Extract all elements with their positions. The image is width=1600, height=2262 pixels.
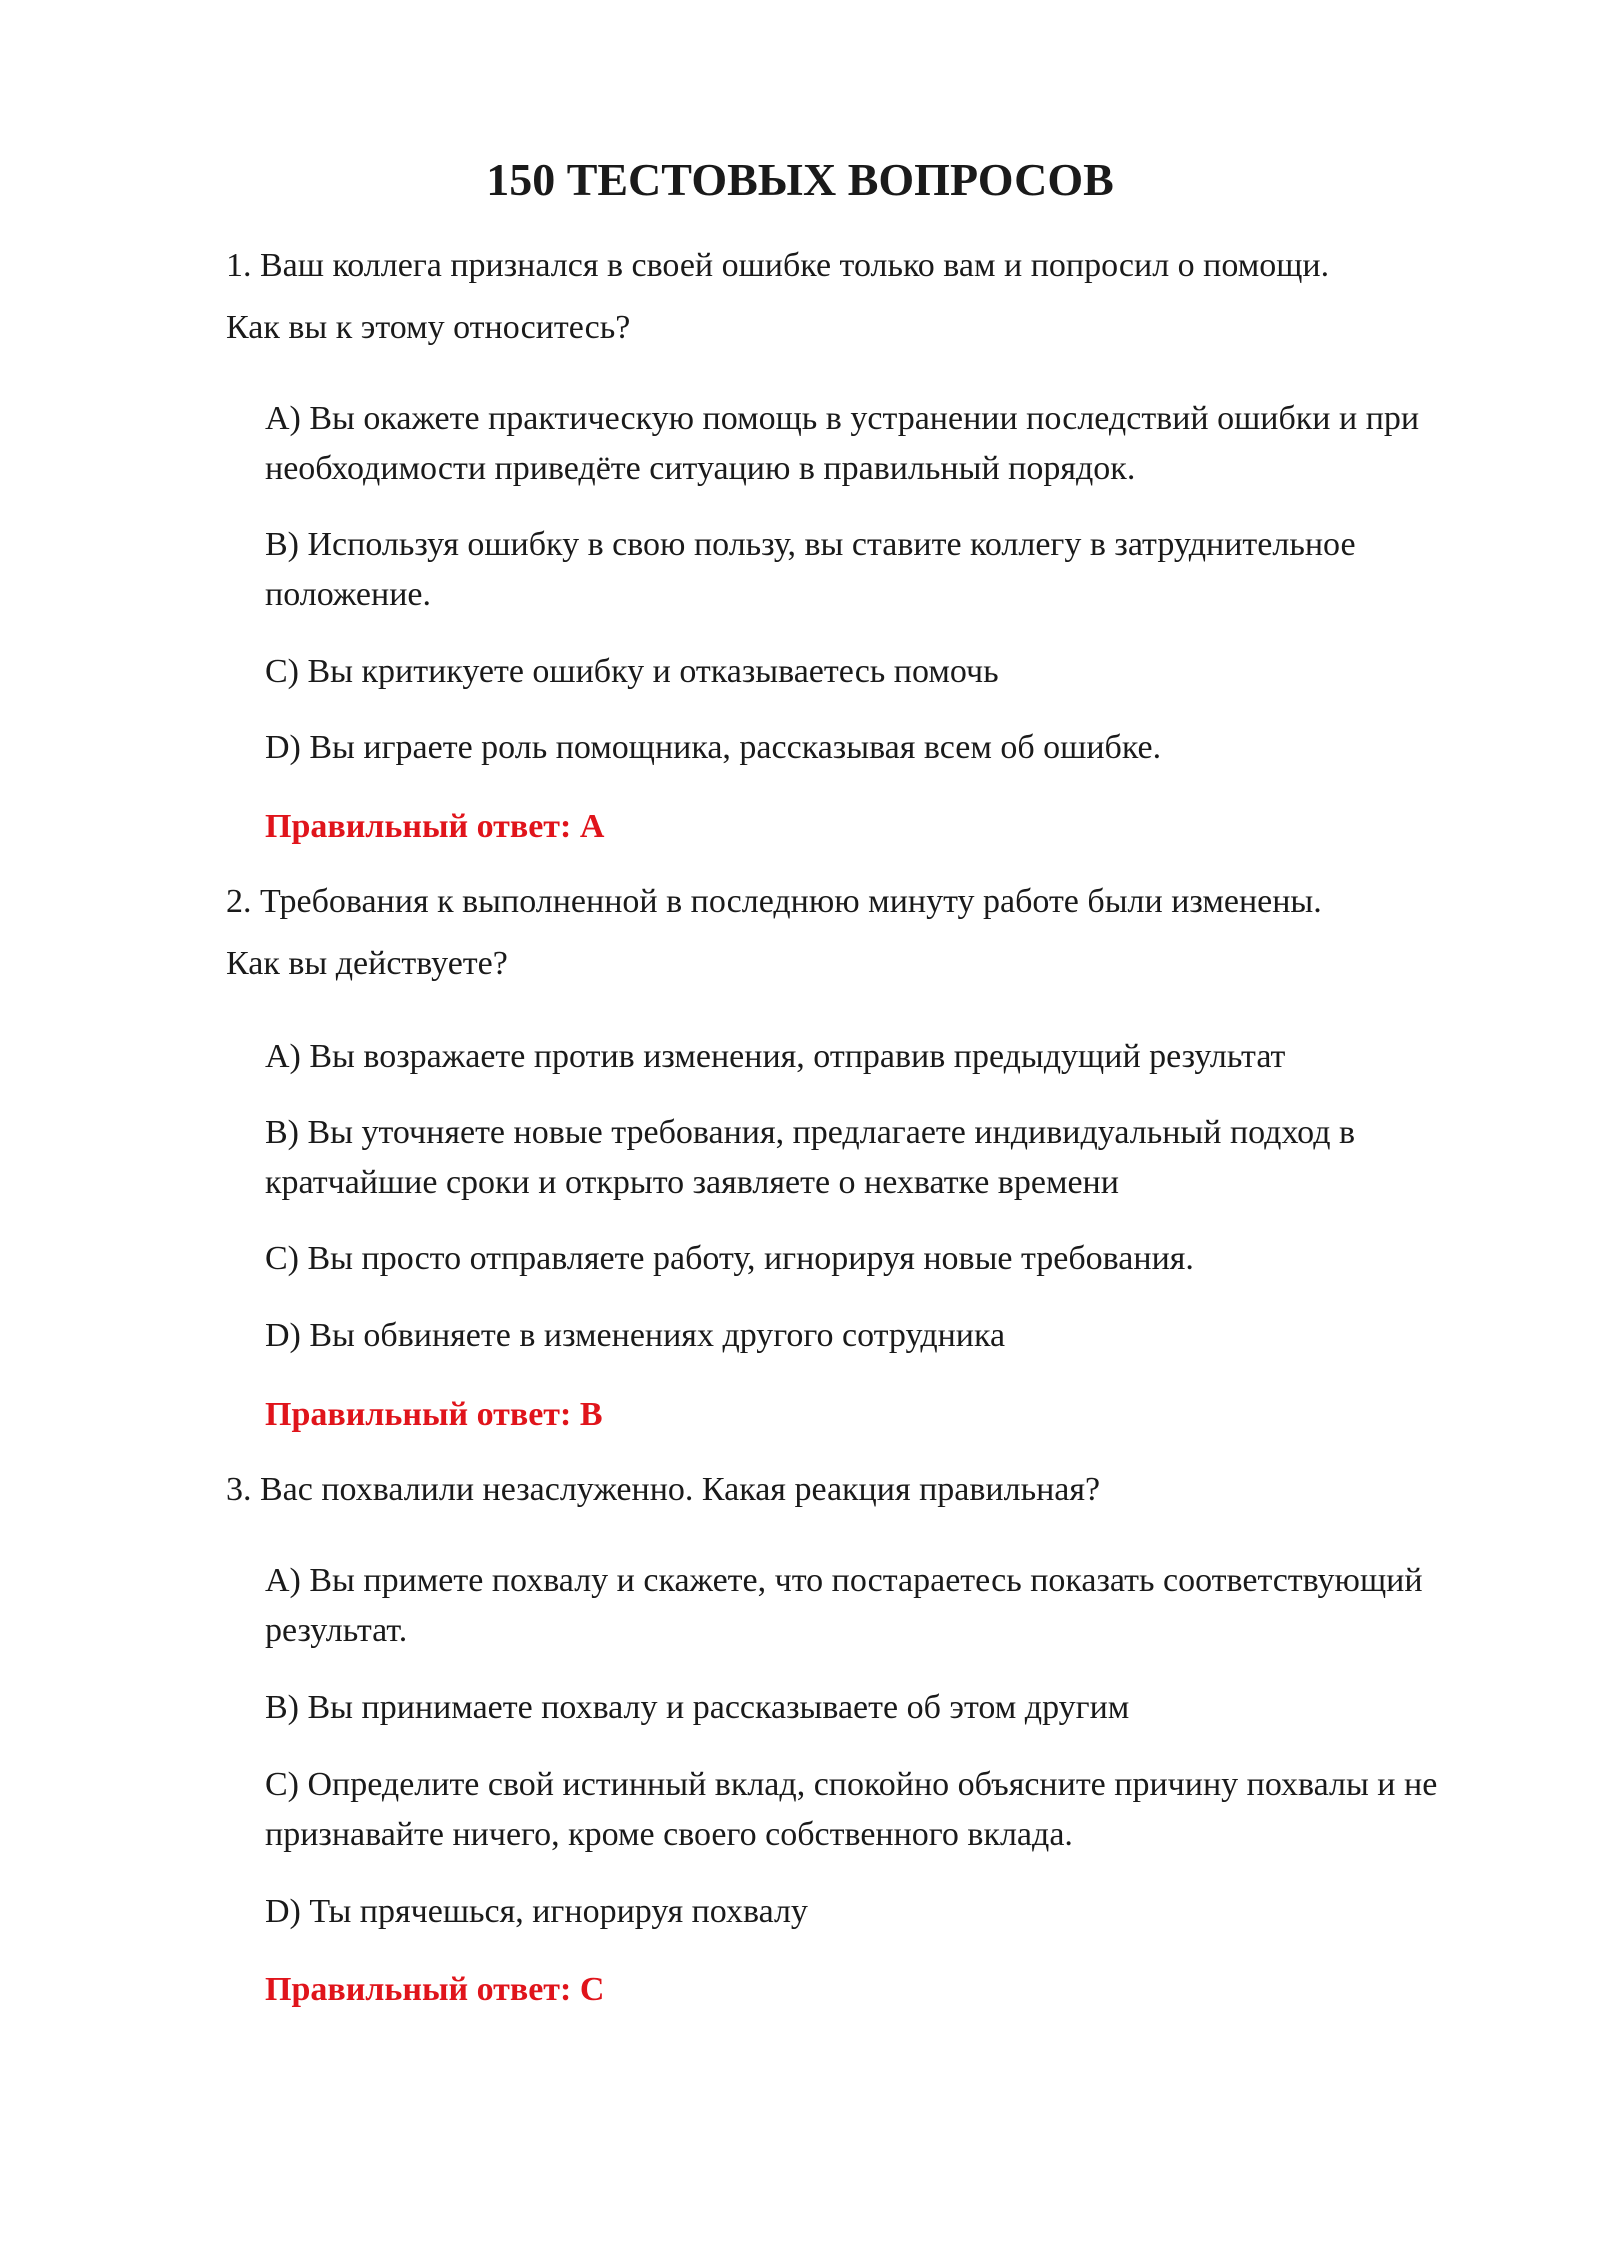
question-1-option-c: C) Вы критикуете ошибку и отказываетесь помочь — [265, 653, 999, 690]
question-2-option-d: D) Вы обвиняете в изменениях другого сотрудника — [265, 1317, 1006, 1354]
document-title: 150 ТЕСТОВЫХ ВОПРОСОВ — [486, 154, 1114, 205]
question-2-option-b: B) Вы уточняете новые требования, предлагаете индивидуальный подход в кратчайшие сроки и открыто заявляете о нехватке времени — [265, 1114, 1356, 1201]
question-3-option-b: B) Вы принимаете похвалу и рассказываете об этом другим — [265, 1689, 1130, 1726]
question-1-option-a: A) Вы окажете практическую помощь в устранении последствий ошибки и при необходимости приведёте ситуацию в правильный порядок. — [265, 400, 1420, 487]
question-3-answer: Правильный ответ: C — [265, 1971, 605, 2008]
question-3-option-c: C) Определите свой истинный вклад, спокойно объясните причину похвалы и не признавайте ничего, кроме своего собственного вклада. — [265, 1766, 1438, 1853]
question-2-answer: Правильный ответ: B — [265, 1396, 603, 1433]
question-2-option-c: C) Вы просто отправляете работу, игнорируя новые требования. — [265, 1240, 1194, 1277]
question-1-text-continued: Как вы к этому относитесь? — [226, 309, 631, 346]
question-2-text-continued: Как вы действуете? — [226, 945, 508, 982]
question-2-option-a: A) Вы возражаете против изменения, отправив предыдущий результат — [265, 1038, 1286, 1075]
question-3-option-d: D) Ты прячешься, игнорируя похвалу — [265, 1893, 808, 1930]
question-1-option-d: D) Вы играете роль помощника, рассказывая всем об ошибке. — [265, 729, 1162, 766]
question-2-text: 2. Требования к выполненной в последнюю минуту работе были изменены. — [226, 883, 1322, 920]
question-3-text: 3. Вас похвалили незаслуженно. Какая реакция правильная? — [226, 1471, 1101, 1508]
question-1-text: 1. Ваш коллега признался в своей ошибке только вам и попросил о помощи. — [226, 247, 1330, 284]
question-1-answer: Правильный ответ: A — [265, 808, 605, 845]
question-3-option-a: A) Вы примете похвалу и скажете, что постараетесь показать соответствующий результат. — [265, 1562, 1423, 1649]
question-1-option-b: B) Используя ошибку в свою пользу, вы ставите коллегу в затруднительное положение. — [265, 526, 1356, 613]
